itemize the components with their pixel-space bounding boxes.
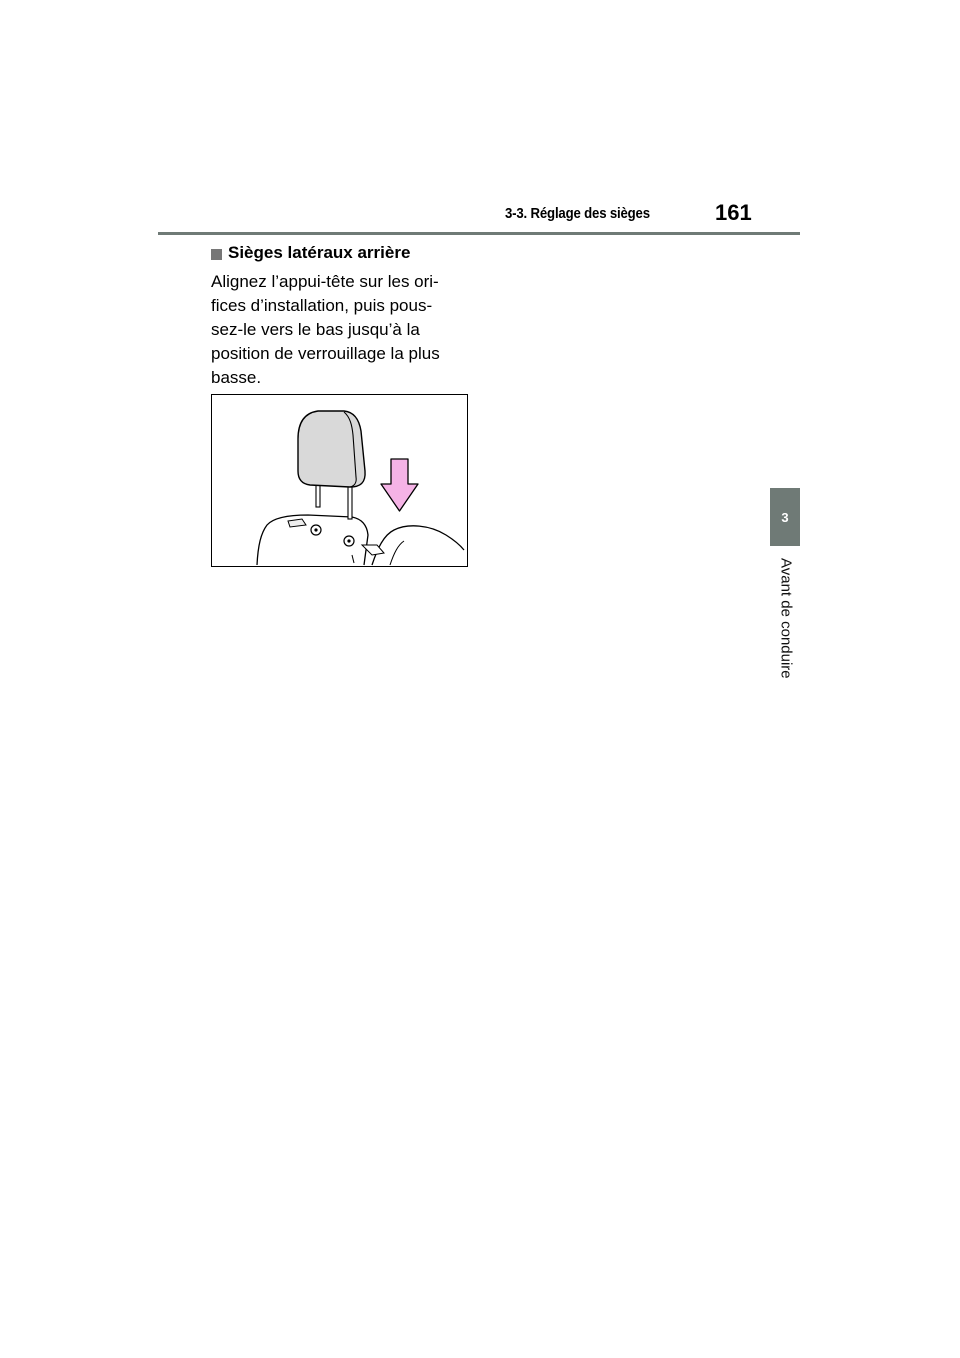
headrest-illustration <box>211 394 468 567</box>
body-line: position de verrouillage la plus <box>211 344 440 363</box>
square-bullet-icon <box>211 249 222 260</box>
push-down-arrow-icon <box>381 459 418 511</box>
chapter-label: Avant de conduire <box>777 558 795 679</box>
installation-hole-icon <box>344 536 354 546</box>
seat-back-right <box>372 526 464 565</box>
body-line: basse. <box>211 368 262 387</box>
body-line: sez-le vers le bas jusqu’à la <box>211 320 420 339</box>
chapter-number: 3 <box>781 509 789 525</box>
chapter-tab <box>770 488 800 546</box>
installation-hole-icon <box>311 525 321 535</box>
body-line: Alignez l’appui-tête sur les ori- <box>211 272 439 291</box>
headrest-icon <box>298 411 365 487</box>
page-number: 161 <box>715 200 752 225</box>
section-title: 3-3. Réglage des sièges <box>505 205 650 222</box>
body-line: fices d’installation, puis pous- <box>211 296 433 315</box>
body-paragraph <box>211 270 471 390</box>
headrest-drawing <box>212 395 467 566</box>
header-divider <box>158 232 800 235</box>
heading-text: Sièges latéraux arrière <box>228 243 411 262</box>
section-heading <box>211 243 410 263</box>
